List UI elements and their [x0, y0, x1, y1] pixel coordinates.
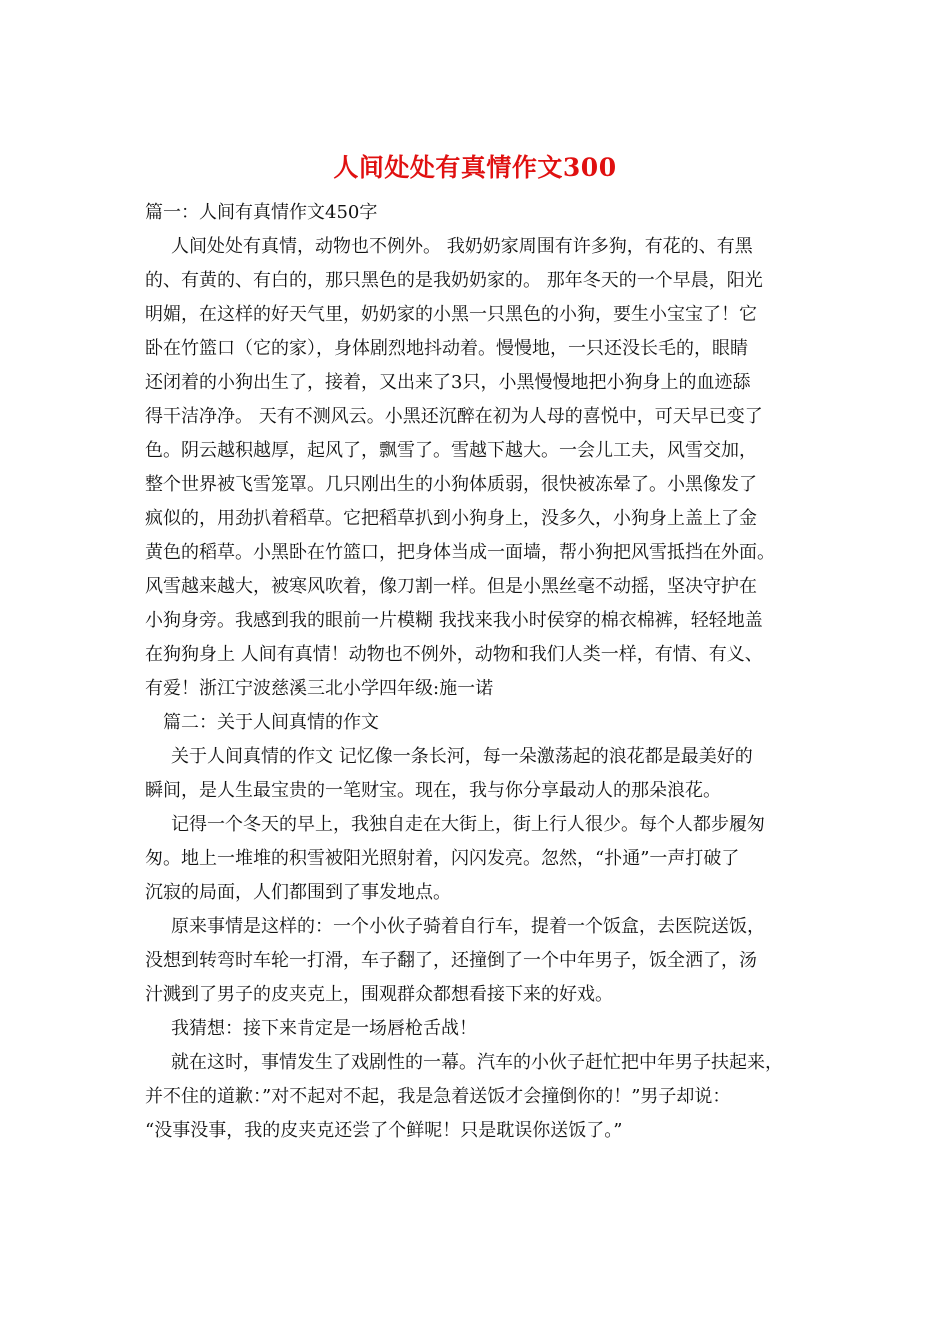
paragraph-line: 的、有黄的、有白的，那只黑色的是我奶奶家的。 那年冬天的一个早晨，阳光: [145, 270, 763, 291]
paragraph-line: 沉寂的局面，人们都围到了事发地点。: [145, 882, 451, 903]
section-heading-2: 篇二：关于人间真情的作文: [163, 712, 379, 733]
paragraph-line: 黄色的稻草。小黑卧在竹篮口，把身体当成一面墙，帮小狗把风雪抵挡在外面。: [145, 542, 775, 563]
document-title: 人间处处有真情作文300: [333, 153, 617, 182]
paragraph-line: 我猜想：接下来肯定是一场唇枪舌战！: [171, 1018, 477, 1039]
paragraph-line: 卧在竹篮口（它的家），身体剧烈地抖动着。慢慢地，一只还没长毛的，眼睛: [145, 338, 748, 359]
paragraph-line: 并不住的道歉：”对不起对不起，我是急着送饭才会撞倒你的！”男子却说：: [145, 1086, 731, 1107]
paragraph-line: 汁溅到了男子的皮夹克上，围观群众都想看接下来的好戏。: [145, 984, 613, 1005]
paragraph-line: 匆。地上一堆堆的积雪被阳光照射着，闪闪发亮。忽然，“扑通”一声打破了: [145, 848, 740, 869]
paragraph-line: 在狗狗身上 人间有真情！动物也不例外，动物和我们人类一样，有情、有义、: [145, 644, 763, 665]
paragraph-line: “没事没事，我的皮夹克还尝了个鲜呢！只是耽误你送饭了。”: [145, 1120, 623, 1141]
paragraph-line: 人间处处有真情，动物也不例外。 我奶奶家周围有许多狗，有花的、有黑: [171, 236, 753, 257]
paragraph-line: 得干洁净净。 天有不测风云。小黑还沉醉在初为人母的喜悦中，可天早已变了: [145, 406, 763, 427]
paragraph-line: 整个世界被飞雪笼罩。几只刚出生的小狗体质弱，很快被冻晕了。小黑像发了: [145, 474, 757, 495]
paragraph-line: 有爱！浙江宁波慈溪三北小学四年级:施一诺: [145, 678, 494, 699]
paragraph-line: 还闭着的小狗出生了，接着，又出来了3只，小黑慢慢地把小狗身上的血迹舔: [145, 372, 751, 393]
section-heading-1: 篇一：人间有真情作文450字: [145, 202, 378, 223]
paragraph-line: 就在这时，事情发生了戏剧性的一幕。汽车的小伙子赶忙把中年男子扶起来，: [171, 1052, 783, 1073]
paragraph-line: 小狗身旁。我感到我的眼前一片模糊 我找来我小时侯穿的棉衣棉裤，轻轻地盖: [145, 610, 763, 631]
paragraph-line: 记得一个冬天的早上，我独自走在大街上，街上行人很少。每个人都步履匆: [171, 814, 765, 835]
paragraph-line: 关于人间真情的作文 记忆像一条长河，每一朵激荡起的浪花都是最美好的: [171, 746, 753, 767]
paragraph-line: 原来事情是这样的：一个小伙子骑着自行车，提着一个饭盒，去医院送饭，: [171, 916, 765, 937]
paragraph-line: 明媚，在这样的好天气里，奶奶家的小黑一只黑色的小狗，要生小宝宝了！它: [145, 304, 757, 325]
paragraph-line: 没想到转弯时车轮一打滑，车子翻了，还撞倒了一个中年男子，饭全洒了，汤: [145, 950, 757, 971]
paragraph-line: 疯似的，用劲扒着稻草。它把稻草扒到小狗身上，没多久，小狗身上盖上了金: [145, 508, 757, 529]
paragraph-line: 风雪越来越大，被寒风吹着，像刀割一样。但是小黑丝毫不动摇，坚决守护在: [145, 576, 757, 597]
paragraph-line: 色。阴云越积越厚，起风了，飘雪了。雪越下越大。一会儿工夫，风雪交加，: [145, 440, 757, 461]
paragraph-line: 瞬间，是人生最宝贵的一笔财宝。现在，我与你分享最动人的那朵浪花。: [145, 780, 721, 801]
